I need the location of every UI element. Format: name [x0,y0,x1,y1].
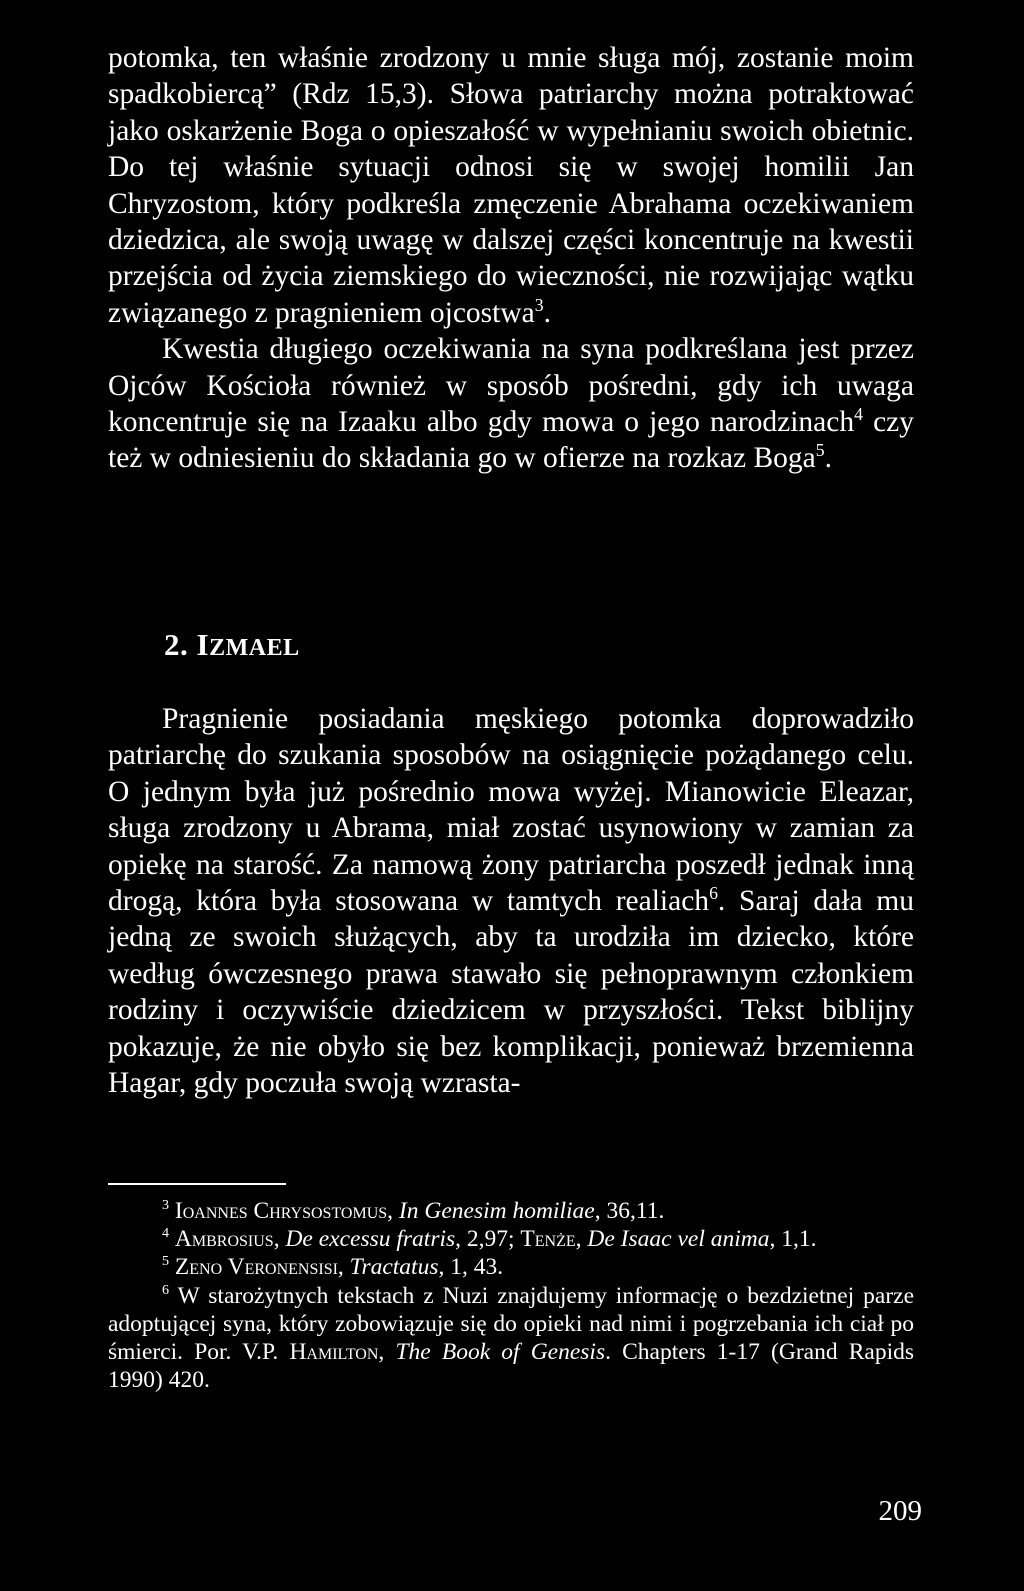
footnote-5-title: Tractatus [349,1254,439,1281]
footnote-5-number: 5 [162,1253,170,1270]
paragraph-2 [108,331,914,477]
footnote-3-number: 3 [162,1197,170,1214]
footnote-4-title-2: De Isaac vel anima [587,1226,770,1253]
footnote-5-rest: , 1, 43. [438,1254,504,1281]
footnote-ref-6: 6 [709,883,718,904]
main-text [108,40,914,477]
paragraph-1-text: potomka, ten właśnie zrodzony u mnie sługa mój, zostanie moim spadkobiercą” (Rdz 15,3). Słowa patriarchy można potraktować jako oskarżenie Boga o opieszałość w wypełnianiu swoich obietnic. Do tej właśnie sytuacji odnosi się w swojej homilii Jan Chryzostom, który podkreśla zmęczenie Abrahama oczekiwaniem dziedzica, ale swoją uwagę w dalszej części koncentruje na kwestii przejścia od życia ziemskiego do wieczności, nie rozwijając wątku związanego z pragnieniem ojcostwa [108,42,914,329]
footnote-3 [108,1197,914,1225]
footnote-4-title: De excessu fratris [285,1226,456,1253]
footnote-ref-4: 4 [854,404,863,425]
footnote-4-rest: , 1,1. [769,1226,817,1253]
footnote-4 [108,1225,914,1253]
footnote-6-author: Hamilton, [289,1339,385,1366]
footnote-4-number: 4 [162,1225,170,1242]
footnote-4-mid: , 2,97; [455,1226,521,1253]
section-title-initial: I [196,627,210,662]
paragraph-1 [108,40,914,331]
footnote-3-title: In Genesim homiliae [398,1198,595,1224]
footnote-6-number: 6 [162,1281,170,1298]
paragraph-2-text-2: czy też w odniesieniu do składania go w ofierze na rozkaz Boga [108,406,914,475]
paragraph-3-text-2: . Saraj dała mu jedną ze swoich służących, aby ta urodziła im dziecko, które według ówczesnego prawa stawało się pełnoprawnym członkiem rodziny i oczywiście dziedzicem w przyszłości. Tekst biblijny pokazuje, że nie obyło się bez komplikacji, ponieważ brzemienna Hagar, gdy poczuła swoją wzrasta- [108,885,914,1100]
footnote-3-author: Ioannes Chrysostomus, [174,1198,394,1224]
section-title-rest: ZMAEL [209,635,300,661]
paragraph-1-end: . [543,296,551,329]
footnote-6 [108,1282,914,1395]
section-2-text [108,701,914,1101]
footnote-4-author: Ambrosius, [174,1226,280,1253]
page-number: 209 [878,1495,922,1527]
paragraph-3-text-1: Pragnienie posiadania męskiego potomka doprowadziło patriarchę do szukania sposobów na osiągnięcie pożądanego celu. O jednym była już pośrednio mowa wyżej. Mianowicie Eleazar, sługa zrodzony u Abrama, miał zostać usynowiony w zamian za opiekę na starość. Za namową żony patriarcha poszedł jednak inną drogą, która była stosowana w tamtych realiach [108,703,914,918]
footnote-5-author: Zeno Veronensisi, [174,1254,344,1281]
footnote-3-rest: , 36,11. [594,1198,665,1224]
footnote-4-author-2: Tenże, [520,1226,582,1253]
footnote-5 [108,1253,914,1281]
section-number: 2. [164,627,189,662]
footnote-divider [108,1183,286,1185]
footnote-6-text: W starożytnych tekstach z Nuzi znajdujemy informację o bezdzietnej parze adoptującej syna, który zobowiązuje się do opieki nad nimi i pogrzebania ich ciał po śmierci. Por. V.P. [108,1282,915,1366]
footnote-ref-3: 3 [534,295,544,316]
section-heading [164,627,300,663]
footnote-6-title: The Book of Genesis [395,1339,606,1366]
paragraph-2-text-1: Kwestia długiego oczekiwania na syna podkreślana jest przez Ojców Kościoła również w sposób pośredni, gdy ich uwaga koncentruje się na Izaaku albo gdy mowa o jego narodzinach [108,333,914,439]
footnote-ref-5: 5 [815,440,825,461]
footnotes [108,1197,914,1394]
paragraph-3 [108,701,914,1101]
paragraph-2-end: . [824,442,832,475]
footnote-6-rest: . Chapters 1-17 (Grand Rapids 1990) 420. [108,1339,915,1394]
